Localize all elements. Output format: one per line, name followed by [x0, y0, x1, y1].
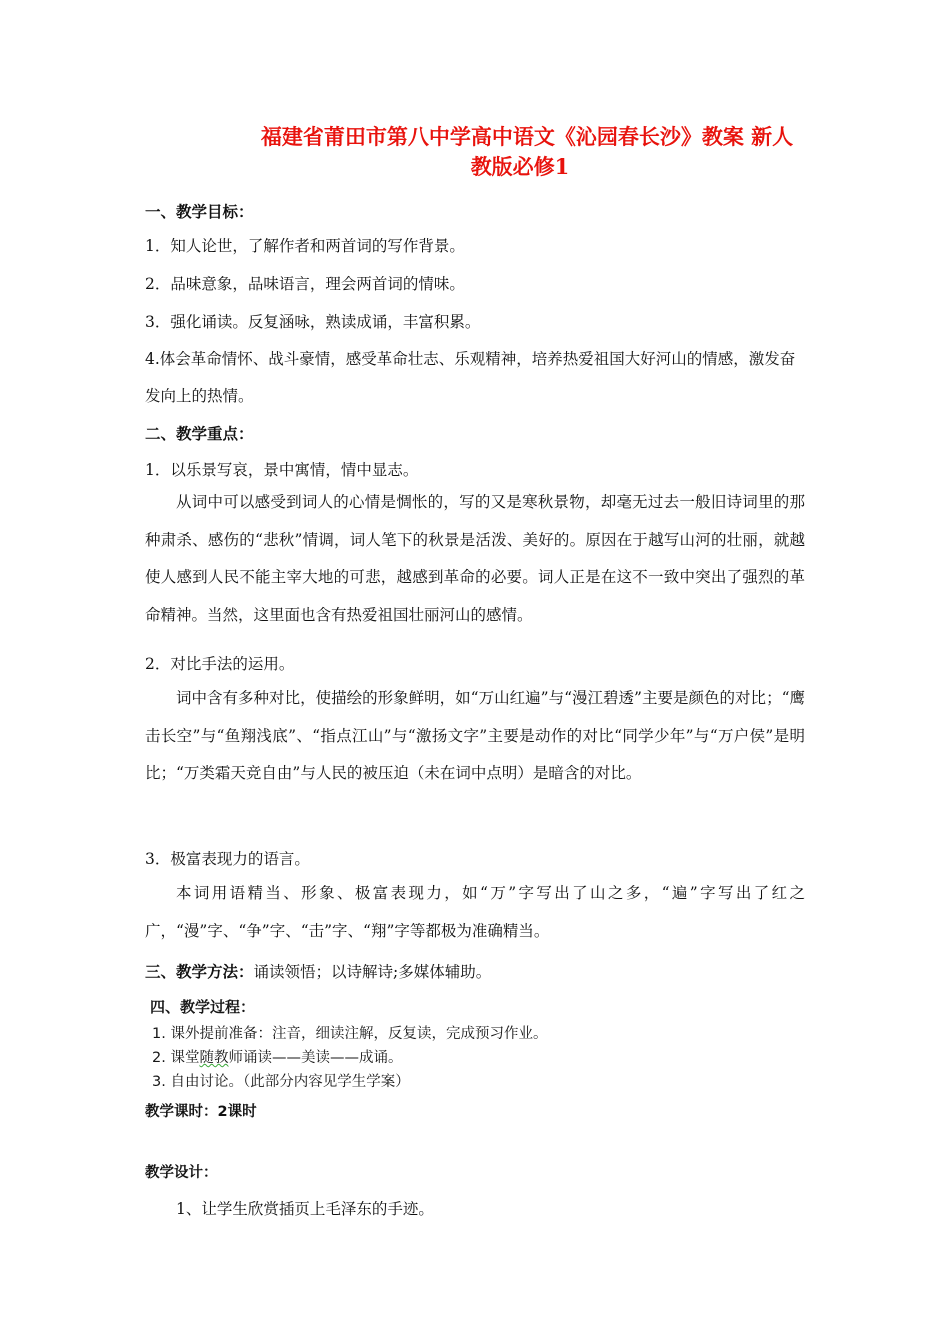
objective-item-2: 2．品味意象，品味语言，理会两首词的情味。: [145, 275, 465, 293]
objective-item-4: 4.体会革命情怀、战斗豪情，感受革命壮志、乐观精神，培养热爱祖国大好河山的情感，激发奋发向上的热情。: [145, 350, 796, 405]
key-point-1-title: 1．以乐景写哀，景中寓情，情中显志。: [145, 461, 419, 479]
document-title: [232, 122, 822, 182]
objective-item-3: 3．强化诵读。反复涵咏，熟读成诵，丰富积累。: [145, 313, 481, 331]
process-item-2-c: 师诵读——美读——成诵。: [228, 1050, 403, 1066]
section-methods: [145, 960, 491, 982]
key-point-2-body: 词中含有多种对比，使描绘的形象鲜明，如“万山红遍”与“漫江碧透”主要是颜色的对比；“鹰击长空”与“鱼翔浅底”、“指点江山”与“激扬文字”主要是动作的对比“同学少年”与“万户侯”是明比；“万类霜天竞自由”与人民的被压迫（未在词中点明）是暗含的对比。: [145, 689, 805, 782]
process-item-2-b: 随教: [199, 1050, 229, 1066]
section-heading-process: 四、教学过程：: [150, 998, 256, 1016]
objective-item-1: 1．知人论世，了解作者和两首词的写作背景。: [145, 237, 465, 255]
key-point-1-body: 从词中可以感受到词人的心情是惆怅的，写的又是寒秋景物，却毫无过去一般旧诗词里的那种肃杀、感伤的“悲秋”情调，词人笔下的秋景是活泼、美好的。原因在于越写山河的壮丽，就越使人感到人民不能主宰大地的可悲，越感到革命的必要。词人正是在这不一致中突出了强烈的革命精神。当然，这里面也含有热爱祖国壮丽河山的感情。: [145, 493, 805, 624]
section-heading-methods: 三、教学方法：: [145, 962, 254, 981]
section-heading-key-points: 二、教学重点：: [145, 424, 254, 443]
process-item-2: [152, 1046, 402, 1067]
section-heading-design: 教学设计：: [145, 1165, 218, 1181]
section-heading-objectives: 一、教学目标：: [145, 202, 254, 221]
key-point-2-title: 2．对比手法的运用。: [145, 655, 295, 673]
title-line-1: 福建省莆田市第八中学高中语文《沁园春长沙》教案 新人: [260, 124, 794, 149]
process-item-1: 1. 课外提前准备：注音，细读注解，反复读，完成预习作业。: [152, 1026, 548, 1042]
process-item-3: 3. 自由讨论。（此部分内容见学生学案）: [152, 1074, 410, 1090]
key-point-3-title: 3．极富表现力的语言。: [145, 850, 310, 868]
teaching-hours: 教学课时：2课时: [145, 1104, 257, 1120]
design-item-1: 1、让学生欣赏插页上毛泽东的手迹。: [176, 1200, 434, 1218]
process-item-2-a: 2. 课堂: [152, 1050, 200, 1066]
title-line-2: 教版必修1: [470, 154, 570, 179]
key-point-3-body: 本词用语精当、形象、极富表现力，如“万”字写出了山之多，“遍”字写出了红之广，“漫”字、“争”字、“击”字、“翔”字等都极为准确精当。: [145, 884, 805, 940]
methods-text: 诵读领悟；以诗解诗;多媒体辅助。: [253, 963, 492, 981]
